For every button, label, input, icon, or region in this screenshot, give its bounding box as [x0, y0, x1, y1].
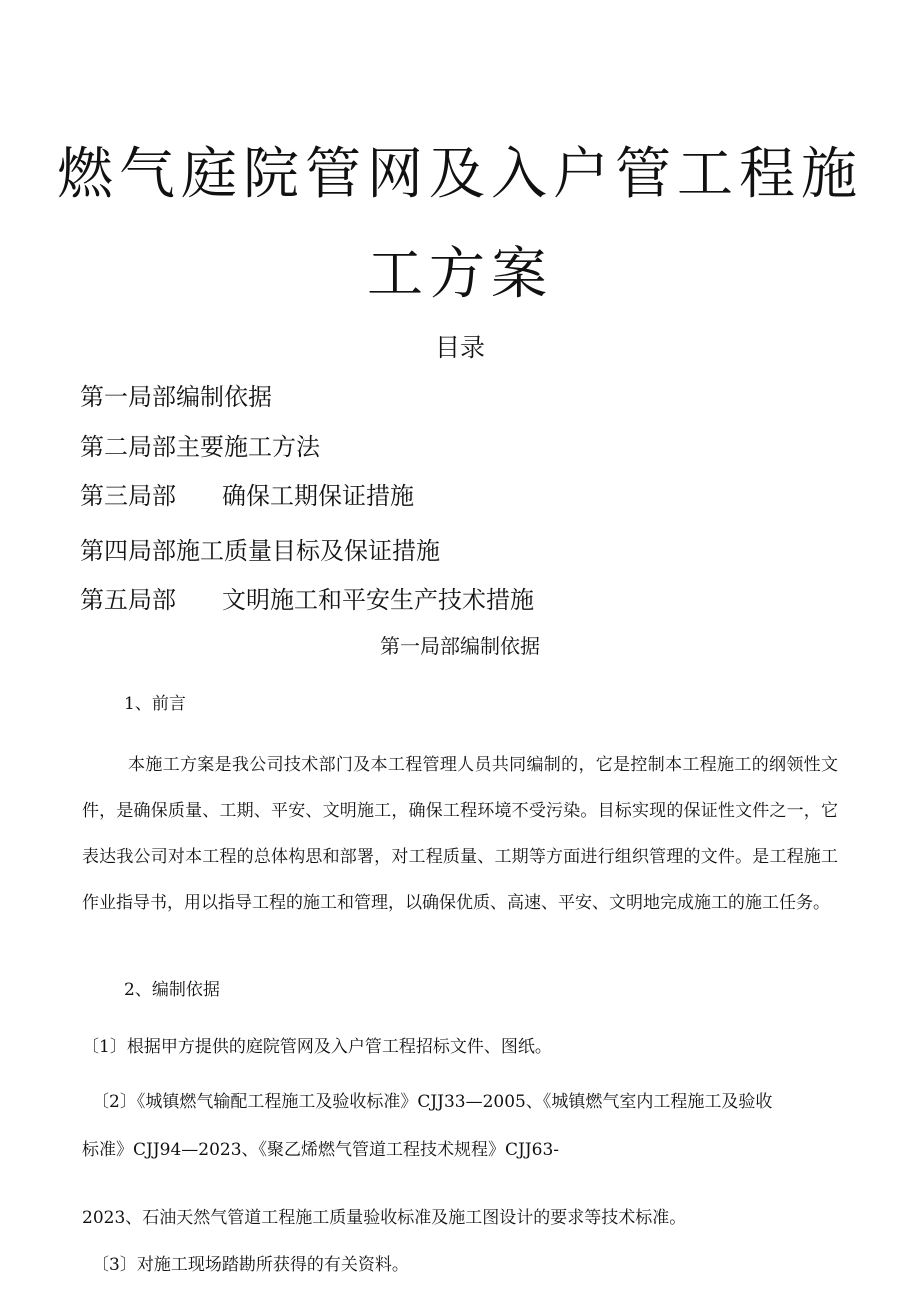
toc-item-text: 确保工期保证措施	[222, 482, 414, 510]
toc-item-text: 施工质量目标及保证措施	[176, 537, 440, 565]
toc-item-part-4	[80, 531, 440, 566]
basis-item-3: 〔3〕对施工现场踏勘所获得的有关资料。	[92, 1255, 409, 1275]
document-title-line-2: 工方案	[367, 242, 553, 307]
preface-paragraph: 本施工方案是我公司技术部门及本工程管理人员共同编制的，它是控制本工程施工的纲领性文件，是确保质量、工期、平安、文明施工，确保工程环境不受污染。目标实现的保证性文件之一，它表达我公司对本工程的总体构思和部署，对工程质量、工期等方面进行组织管理的文件。是工程施工作业指导书，用以指导工程的施工和管理，以确保优质、高速、平安、文明地完成施工的施工任务。	[82, 755, 838, 913]
toc-item-part-2	[80, 427, 320, 462]
basis-item-2-line-2: 标准》CJJ94—2023、《聚乙烯燃气管道工程技术规程》CJJ63-	[82, 1140, 560, 1160]
subheading-preface: 1、前言	[124, 694, 186, 714]
section-heading: 第一局部编制依据	[380, 634, 540, 658]
toc-part-label: 第五局部	[80, 586, 176, 614]
toc-item-text: 编制依据	[176, 383, 272, 411]
toc-part-label: 第二局部	[80, 433, 176, 461]
toc-heading: 目录	[434, 333, 485, 362]
toc-item-text: 主要施工方法	[176, 433, 320, 461]
toc-part-label: 第三局部	[80, 482, 176, 510]
subheading-basis: 2、编制依据	[124, 980, 220, 1000]
toc-item-part-1	[80, 377, 272, 412]
toc-item-part-3	[80, 476, 414, 511]
toc-part-label: 第四局部	[80, 537, 176, 565]
toc-item-part-5	[80, 580, 534, 615]
basis-item-2-line-3: 2023、石油天然气管道工程施工质量验收标准及施工图设计的要求等技术标准。	[82, 1208, 687, 1228]
toc-item-text: 文明施工和平安生产技术措施	[222, 586, 534, 614]
basis-item-2-line-1: 〔2〕《城镇燃气输配工程施工及验收标准》CJJ33—2005、《城镇燃气室内工程施工及验收	[92, 1092, 773, 1112]
toc-part-label: 第一局部	[80, 383, 176, 411]
basis-item-1: 〔1〕根据甲方提供的庭院管网及入户管工程招标文件、图纸。	[82, 1037, 552, 1057]
document-title-line-1: 燃气庭院管网及入户管工程施	[57, 142, 863, 207]
